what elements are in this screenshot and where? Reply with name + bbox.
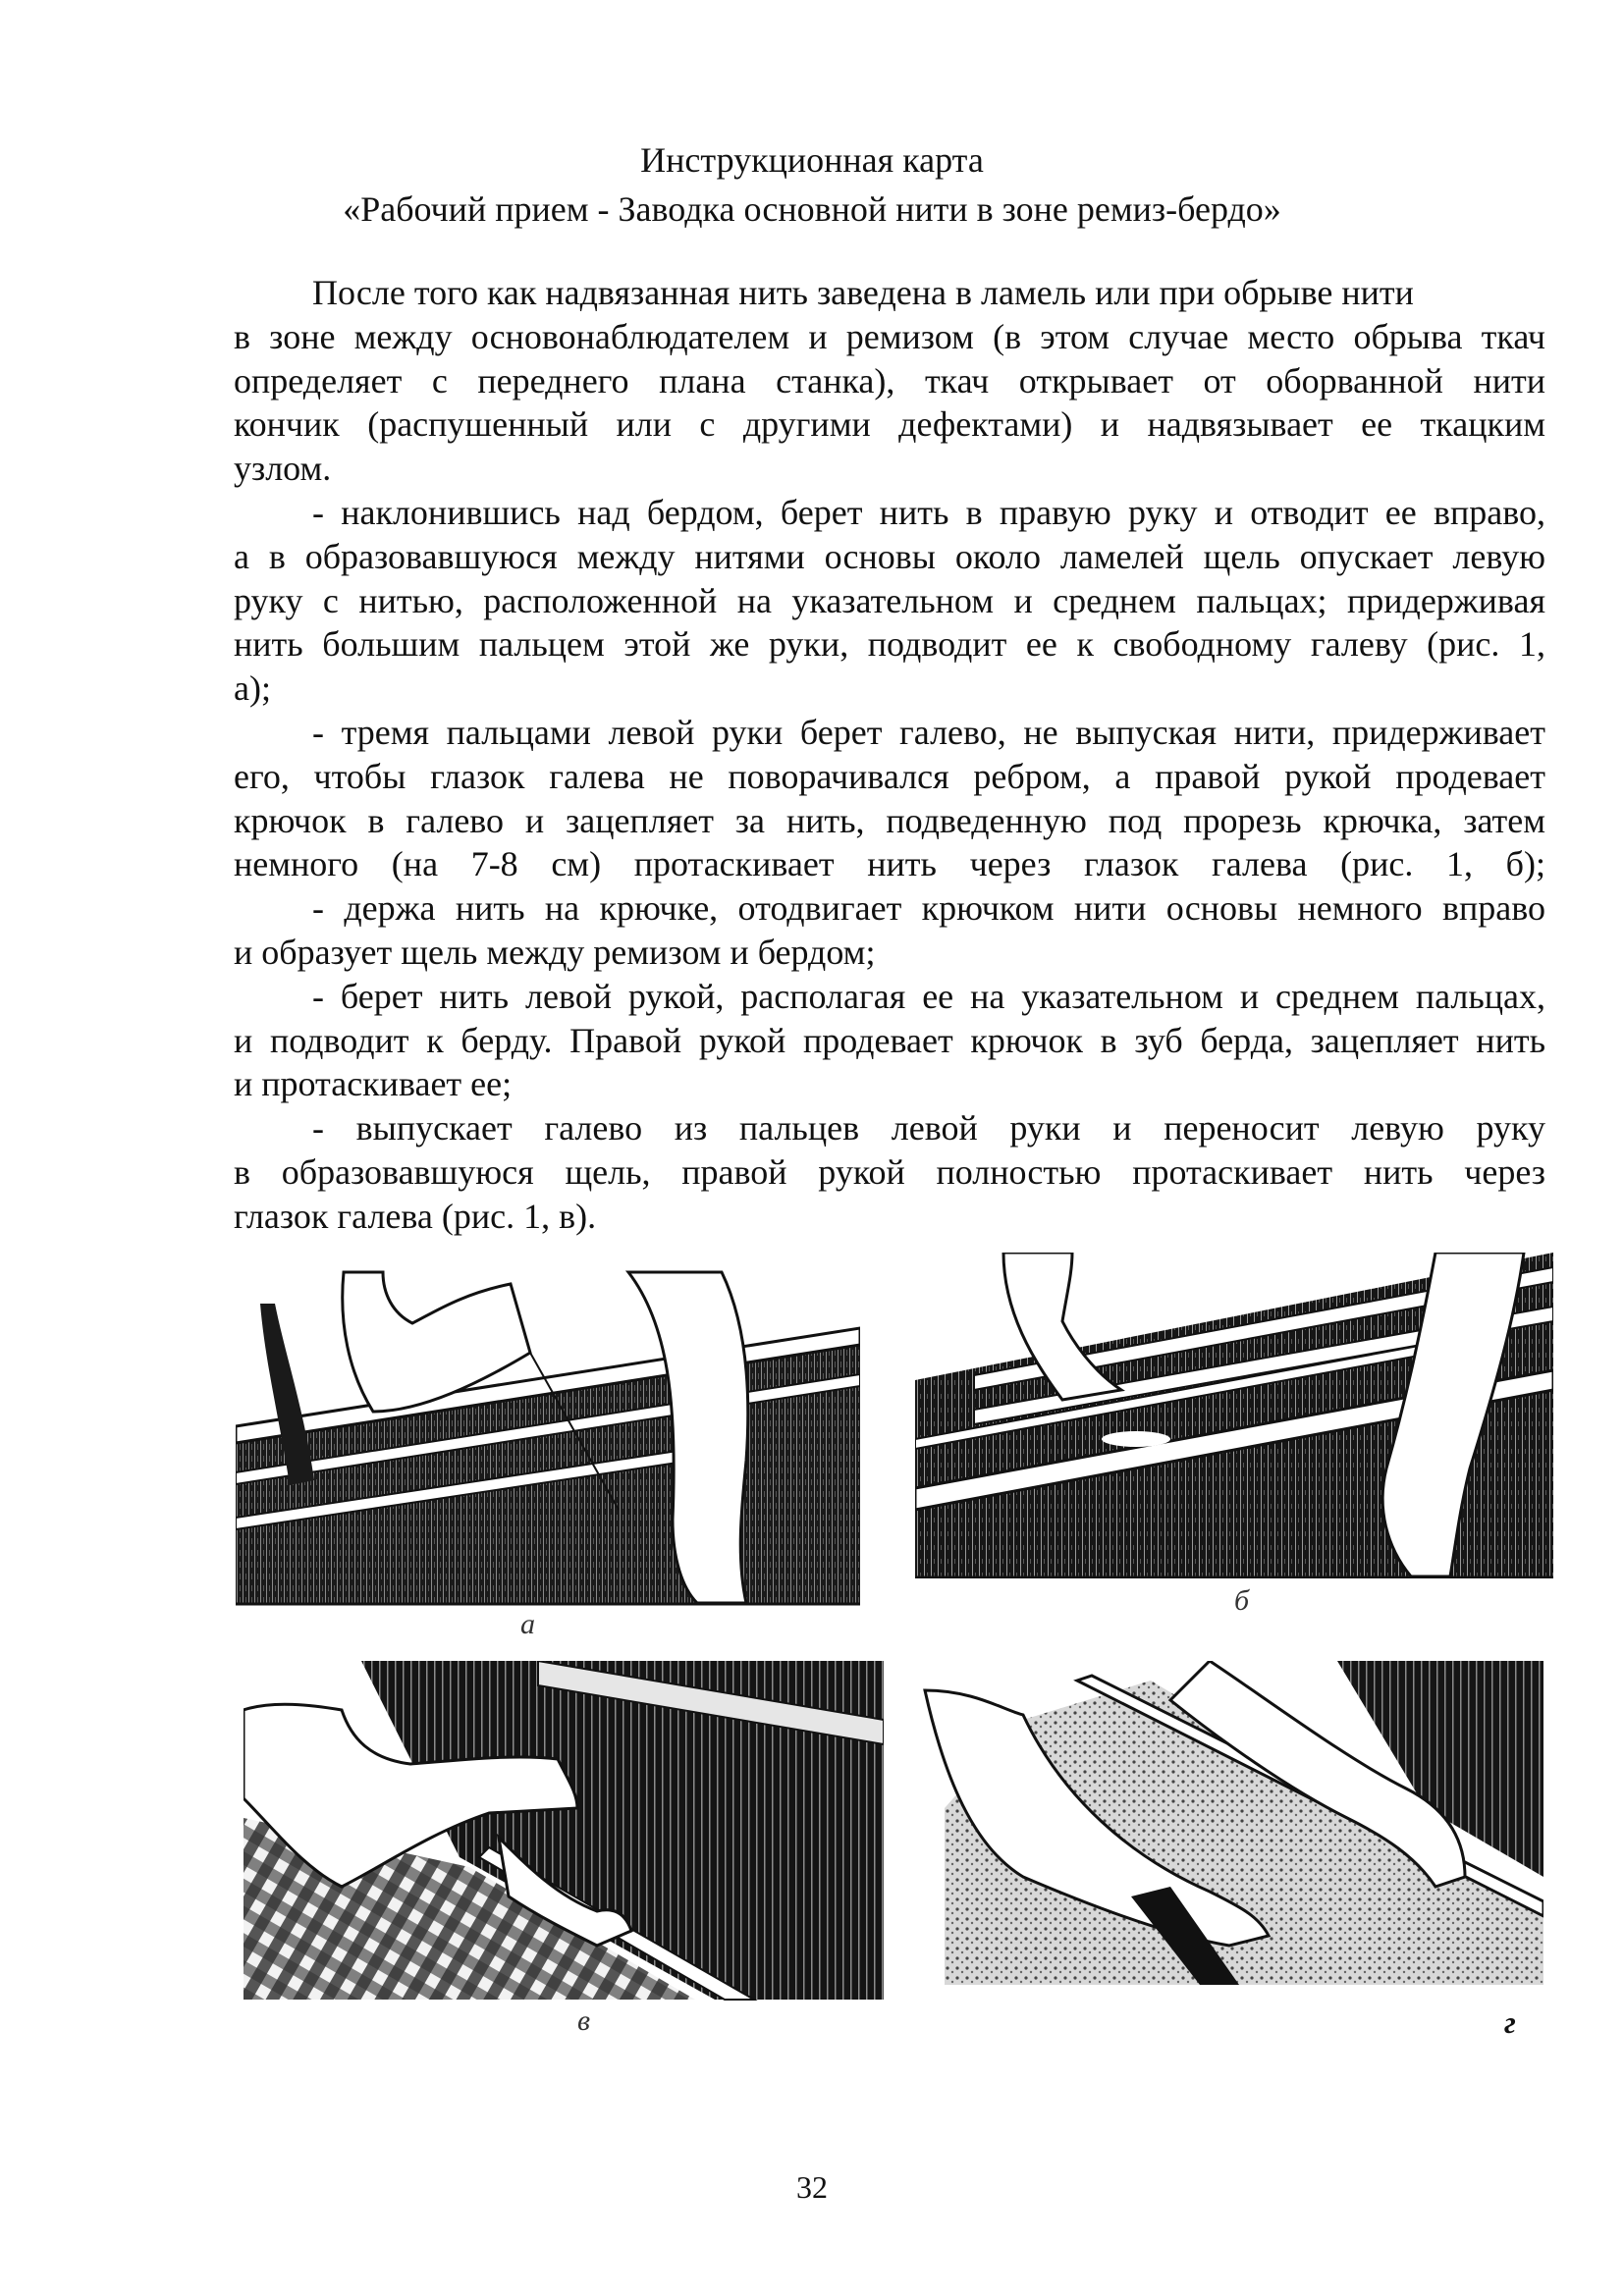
- text-line: - выпускает галево из пальцев левой руки и переносит левую руку: [312, 1108, 1545, 1148]
- loom-illustration-b-icon: [915, 1253, 1553, 1578]
- instruction-text: [234, 271, 1545, 1239]
- figure-b-label: б: [1234, 1584, 1250, 1617]
- text-line: - держа нить на крючке, отодвигает крючком нити основы немного вправо: [312, 888, 1545, 929]
- text-line: кончик (распушенный или с другими дефектами) и надвязывает ее ткацким: [234, 404, 1545, 445]
- text-line: немного (на 7-8 см) протаскивает нить через глазок галева (рис. 1, б);: [234, 844, 1545, 884]
- text-line: После того как надвязанная нить заведена в ламель или при обрыве нити: [312, 273, 1414, 312]
- text-line: и подводит к берду. Правой рукой продевает крючок в зуб берда, зацепляет нить: [234, 1020, 1545, 1060]
- title-line-2: «Рабочий прием - Заводка основной нити в зоне ремиз-бердо»: [343, 189, 1281, 229]
- text-line: - берет нить левой рукой, располагая ее на указательном и среднем пальцах,: [312, 976, 1545, 1016]
- paragraph-step-2: [234, 711, 1545, 886]
- text-line: глазок галева (рис. 1, в).: [234, 1196, 597, 1236]
- text-line: - тремя пальцами левой руки берет галево, не выпуская нити, придерживает: [312, 712, 1545, 752]
- title-line-1: Инструкционная карта: [640, 140, 984, 180]
- text-line: и протаскивает ее;: [234, 1064, 513, 1104]
- text-line: узлом.: [234, 449, 332, 489]
- paragraph-step-4: [234, 975, 1545, 1106]
- paragraph-intro: [234, 271, 1545, 491]
- figure-a: [236, 1264, 860, 1640]
- page-number: 32: [796, 2169, 828, 2205]
- loom-illustration-c-icon: [244, 1661, 884, 2002]
- figure-a-label: а: [520, 1608, 535, 1640]
- text-line: а);: [234, 668, 271, 709]
- text-line: - наклонившись над бердом, берет нить в правую руку и отводит ее вправо,: [312, 492, 1545, 532]
- text-line: и образует щель между ремизом и бердом;: [234, 932, 876, 972]
- text-line: крючок в галево и зацепляет за нить, подведенную под прорезь крючка, затем: [234, 800, 1545, 840]
- text-line: определяет с переднего плана станка), ткач открывает от оборванной нити: [234, 360, 1545, 400]
- figure-b: [915, 1253, 1553, 1617]
- paragraph-step-5: [234, 1106, 1545, 1238]
- figure-c-label: в: [577, 2004, 591, 2037]
- text-line: нить большим пальцем этой же руки, подводит ее к свободному галеву (рис. 1,: [234, 624, 1545, 665]
- paragraph-step-1: [234, 491, 1545, 711]
- figure-c: [244, 1661, 884, 2037]
- paragraph-step-3: [234, 886, 1545, 975]
- text-line: в зоне между основонаблюдателем и ремизом (в этом случае место обрыва ткач: [234, 316, 1545, 356]
- loom-illustration-d-icon: [915, 1661, 1543, 1985]
- text-line: руку с нитью, расположенной на указательном и среднем пальцах; придерживая: [234, 580, 1545, 620]
- text-line: в образовавшуюся щель, правой рукой полностью протаскивает нить через: [234, 1151, 1545, 1192]
- loom-illustration-a-icon: [236, 1264, 860, 1608]
- figure-d: [915, 1661, 1543, 2040]
- text-line: его, чтобы глазок галева не поворачивался ребром, а правой рукой продевает: [234, 756, 1545, 796]
- text-line: а в образовавшуюся между нитями основы около ламелей щель опускает левую: [234, 536, 1545, 576]
- figure-d-label: г: [1504, 2004, 1516, 2040]
